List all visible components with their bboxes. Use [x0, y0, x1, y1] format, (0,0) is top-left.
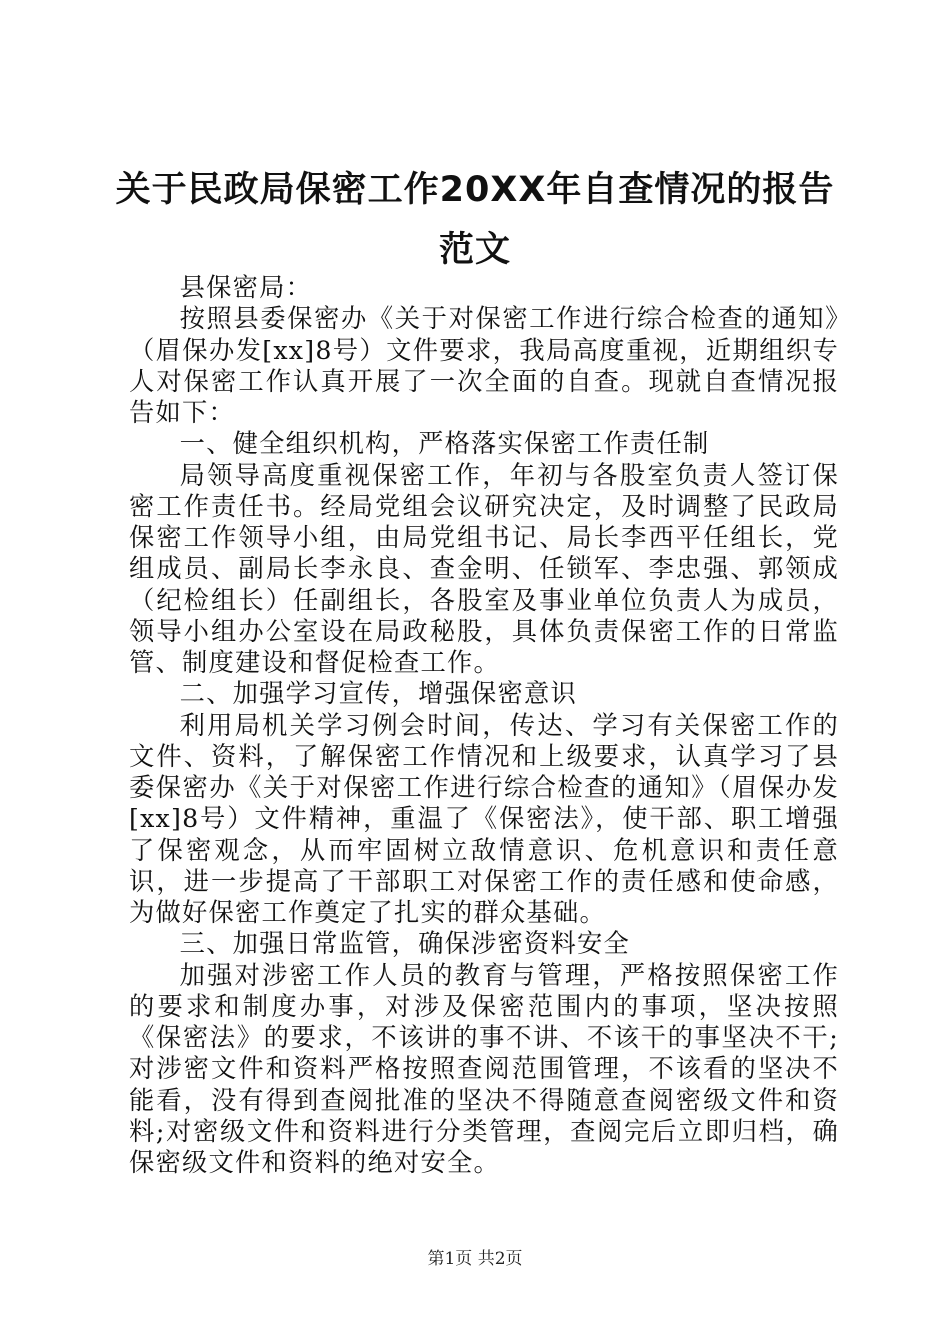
section-body-2: 利用局机关学习例会时间，传达、学习有关保密工作的文件、资料，了解保密工作情况和上级要求，认真学习了县委保密办《关于对保密工作进行综合检查的通知》（眉保办发[xx]8号）文件精神，重温了《保密法》，使干部、职工增强了保密观念，从而牢固树立敌情意识、危机意识和责任意识，进一步提高了干部职工对保密工作的责任感和使命感，为做好保密工作奠定了扎实的群众基础。	[129, 710, 839, 927]
intro-paragraph: 按照县委保密办《关于对保密工作进行综合检查的通知》（眉保办发[xx]8号）文件要求，我局高度重视，近期组织专人对保密工作认真开展了一次全面的自查。现就自查情况报告如下：	[129, 304, 839, 427]
section-heading-2: 二、加强学习宣传，增强保密意识	[179, 679, 578, 709]
section-heading-3: 三、加强日常监管，确保涉密资料安全	[179, 929, 631, 959]
document-body	[129, 272, 839, 1178]
page-number: 第1页 共2页	[427, 1249, 523, 1269]
document-title-continued: 范文	[438, 230, 511, 270]
section-heading-1: 一、健全组织机构，严格落实保密工作责任制	[179, 429, 710, 459]
document-title: 关于民政局保密工作20XX年自查情况的报告	[115, 170, 835, 210]
section-body-3: 加强对涉密工作人员的教育与管理，严格按照保密工作的要求和制度办事，对涉及保密范围内的事项，坚决按照《保密法》的要求，不该讲的事不讲、不该干的事坚决不干;对涉密文件和资料严格按照查阅范围管理，不该看的坚决不能看，没有得到查阅批准的坚决不得随意查阅密级文件和资料;对密级文件和资料进行分类管理，查阅完后立即归档，确保密级文件和资料的绝对安全。	[129, 960, 839, 1177]
salutation: 县保密局：	[179, 273, 313, 302]
section-body-1: 局领导高度重视保密工作，年初与各股室负责人签订保密工作责任书。经局党组会议研究决定，及时调整了民政局保密工作领导小组，由局党组书记、局长李西平任组长，党组成员、副局长李永良、查金明、任锁军、李忠强、郭领成（纪检组长）任副组长，各股室及事业单位负责人为成员，领导小组办公室设在局政秘股，具体负责保密工作的日常监管、制度建设和督促检查工作。	[129, 460, 839, 677]
